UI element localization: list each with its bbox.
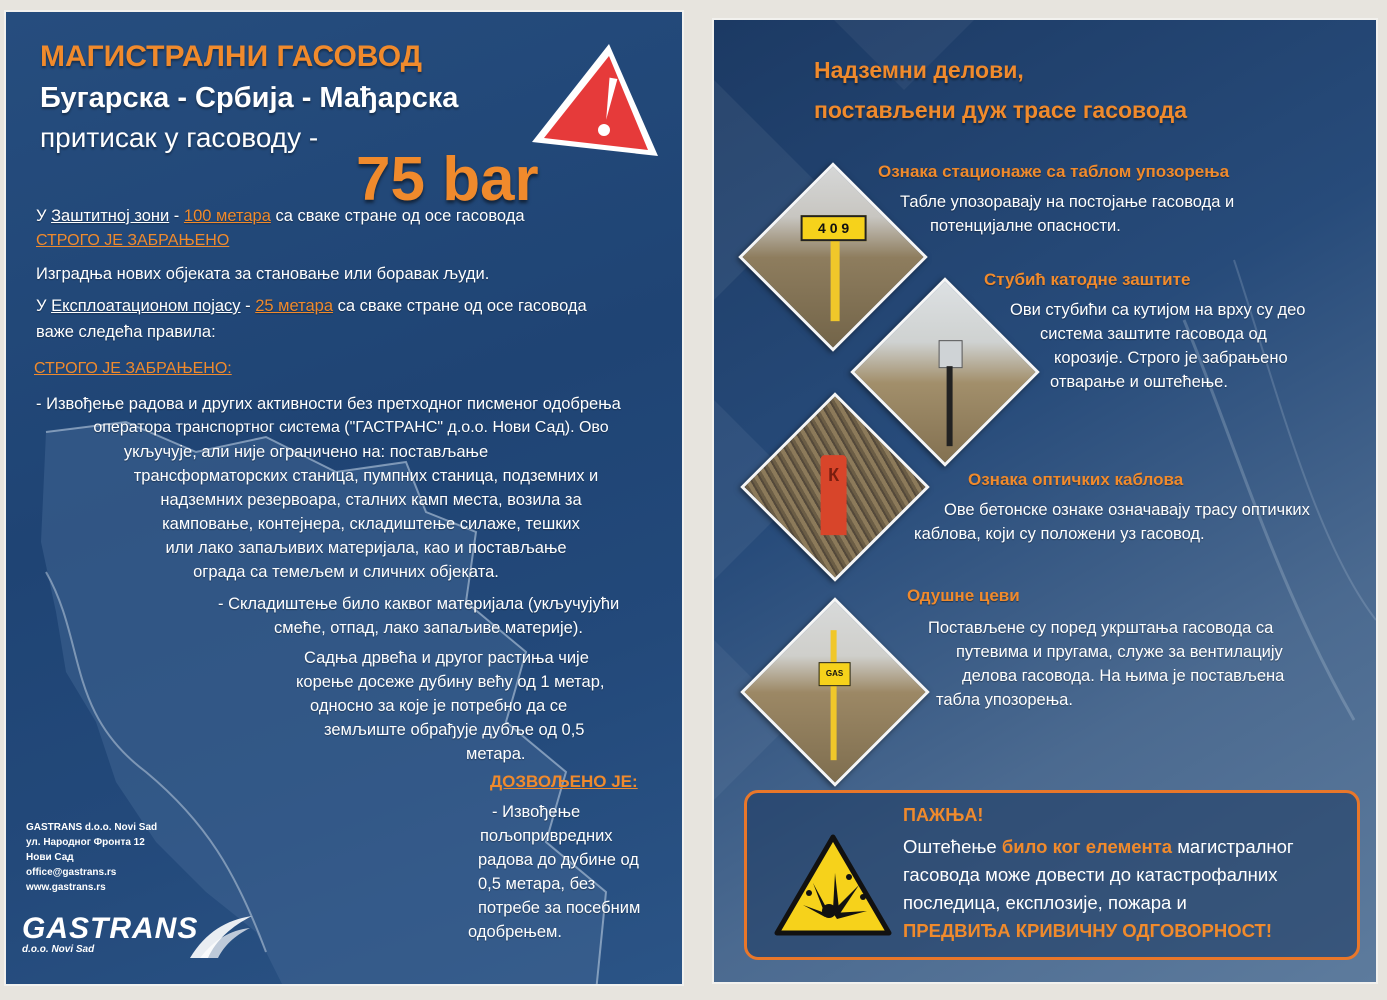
rule-1-line: надземних резервоара, сталних камп места, возила за — [160, 491, 582, 509]
forbidden-text-1: Изградња нових објеката за становање или боравак људи. — [36, 265, 490, 283]
allowed-block — [468, 800, 678, 944]
item-line: делова гасовода. На њима је постављена — [962, 667, 1285, 685]
page-title: МАГИСТРАЛНИ ГАСОВОД — [40, 40, 423, 73]
item-title-station-marker: Ознака стационаже са таблом упозорења — [878, 162, 1230, 181]
item-text-station-marker — [900, 190, 1340, 238]
rule-3-line: метара. — [466, 745, 526, 763]
forbidden-label-2: СТРОГО ЈЕ ЗАБРАЊЕНО: — [34, 360, 232, 377]
gastrans-logo — [22, 912, 198, 955]
company-info — [26, 820, 157, 895]
item-line: Постављене су поред укрштања гасовода са — [928, 619, 1274, 637]
cathodic-pole — [947, 366, 953, 446]
belt-sep: - — [240, 297, 256, 315]
item-text-optical-cables — [914, 498, 1374, 546]
item-title-optical-cables: Ознака оптичких каблова — [968, 470, 1184, 489]
rule-2-block — [206, 592, 666, 640]
company-address: ул. Народног Фронта 12 — [26, 837, 145, 848]
rule-1-line: - Извођење радова и других активности без претходног писменог одобрења — [36, 395, 621, 413]
warning-text — [903, 833, 1294, 945]
explosion-hazard-icon — [773, 833, 893, 937]
item-line: система заштите гасовода од — [1040, 325, 1267, 343]
forbidden-label-1: СТРОГО ЈЕ ЗАБРАЊЕНО — [36, 232, 230, 249]
rule-1-line: или лако запаљивих материјала, као и постављање — [165, 539, 567, 557]
warning-box — [744, 790, 1360, 960]
item-line: путевима и пругама, служе за вентилацију — [956, 643, 1283, 661]
vent-sign: GAS — [819, 662, 851, 686]
station-sign: 4 0 9 — [801, 215, 867, 241]
warning-line1-b: било ког елемента — [1001, 836, 1173, 857]
allowed-line: радова до дубине од — [478, 851, 639, 869]
cathodic-box — [939, 340, 963, 368]
belt-prefix: У — [36, 297, 52, 315]
warning-line-2: гасовода може довести до катастрофалних — [903, 864, 1278, 885]
rule-3-line: земљиште обрађује дубље од 0,5 — [324, 721, 585, 739]
rule-3-line: Садња дрвећа и другог растиња чије — [304, 649, 589, 667]
warning-line-4: ПРЕДВИЂА КРИВИЧНУ ОДГОВОРНОСТ! — [903, 920, 1272, 941]
warning-line-3: последица, експлозије, пожара и — [903, 892, 1187, 913]
right-title-line: постављени дуж трасе гасовода — [814, 97, 1188, 123]
allowed-line: 0,5 метара, без — [478, 875, 596, 893]
zone-sep: - — [169, 207, 184, 225]
company-email: office@gastrans.rs — [26, 867, 117, 878]
allowed-line: пољопривредних — [480, 827, 613, 845]
zone-name: Заштитној зони — [51, 207, 170, 225]
company-website: www.gastrans.rs — [26, 882, 106, 893]
warning-line1-c: магистралног — [1172, 836, 1294, 857]
allowed-label: ДОЗВОЉЕНО ЈЕ: — [490, 772, 638, 791]
rule-2-line: смеће, отпад, лако запаљиве материје). — [274, 619, 583, 637]
item-line: потенцијалне опасности. — [930, 217, 1121, 235]
item-line: Ови стубићи са кутијом на врху су део — [1010, 301, 1306, 319]
item-title-vent-pipes: Одушне цеви — [907, 586, 1020, 605]
route-heading: Бугарска - Србија - Мађарска — [40, 82, 459, 114]
logo-subtext: d.o.o. Novi Sad — [22, 944, 95, 955]
zone-distance: 100 метара — [183, 207, 271, 225]
marker-post — [831, 231, 840, 321]
protection-zone-line — [36, 204, 525, 228]
warning-triangle-icon — [524, 38, 664, 168]
item-line: отварање и оштећење. — [1050, 373, 1228, 391]
rule-1-line: укључује, али није ограничено на: постављање — [123, 443, 489, 461]
rule-1-line: ограда са темељем и сличних објеката. — [193, 563, 499, 581]
item-line: корозије. Строго је забрањено — [1054, 349, 1288, 367]
optical-post: К — [821, 455, 847, 535]
rule-1-block — [26, 392, 676, 584]
item-title-cathodic-protection: Стубић катодне заштите — [984, 270, 1191, 289]
allowed-line: - Извођење — [492, 803, 581, 821]
item-line: Табле упозоравају на постојање гасовода и — [900, 193, 1235, 211]
belt-distance: 25 метара — [255, 297, 334, 315]
zone-prefix: У — [36, 207, 52, 225]
warning-line1-a: Оштећење — [903, 836, 1002, 857]
vent-pipe — [831, 630, 837, 760]
zone-suffix: са сваке стране од осе гасовода — [270, 207, 525, 225]
right-title — [814, 50, 1187, 130]
exploitation-belt-line — [36, 294, 587, 318]
left-leaflet-page — [6, 12, 682, 984]
allowed-line: одобрењем. — [468, 923, 562, 941]
item-line: каблова, који су положени уз гасовод. — [914, 525, 1205, 543]
rule-3-line: корење досеже дубину већу од 1 метар, — [296, 673, 605, 691]
logo-flame-icon — [186, 912, 256, 962]
item-line: табла упозорења. — [936, 691, 1073, 709]
pressure-label: притисак у гасоводу - — [40, 122, 319, 153]
item-line: Ове бетонске ознаке означавају трасу оптичких — [944, 501, 1310, 519]
pressure-value: 75 bar — [356, 145, 539, 214]
company-name: GASTRANS d.o.o. Novi Sad — [26, 822, 158, 833]
belt-suffix: са сваке стране од осе гасовода — [333, 297, 587, 315]
rule-1-line: оператора транспортног система ("ГАСТРАНС" д.о.о. Нови Сад). Ово — [93, 419, 609, 436]
warning-line-1 — [903, 833, 1294, 861]
rule-3-line: односно за које је потребно да се — [310, 697, 568, 715]
rule-1-line: камповање, контејнера, складиштење силаже, тешких — [162, 515, 580, 533]
rule-1-line: трансформаторских станица, пумпних станица, подземних и — [133, 467, 599, 485]
right-title-line: Надземни делови, — [814, 57, 1024, 83]
allowed-line: потребе за посебним — [478, 899, 641, 917]
logo-text: GASTRANS — [22, 912, 199, 945]
item-text-cathodic-protection — [1010, 298, 1370, 394]
belt-name: Експлоатационом појасу — [51, 297, 241, 315]
exploitation-belt-line-2: важе следећа правила: — [36, 323, 216, 341]
rule-2-line: - Складиштење било каквог материјала (укључујући — [218, 595, 620, 613]
item-text-vent-pipes — [928, 616, 1348, 712]
company-city: Нови Сад — [26, 852, 74, 863]
warning-title: ПАЖЊА! — [903, 805, 984, 825]
right-leaflet-page — [714, 20, 1376, 982]
rule-3-block — [296, 646, 656, 766]
